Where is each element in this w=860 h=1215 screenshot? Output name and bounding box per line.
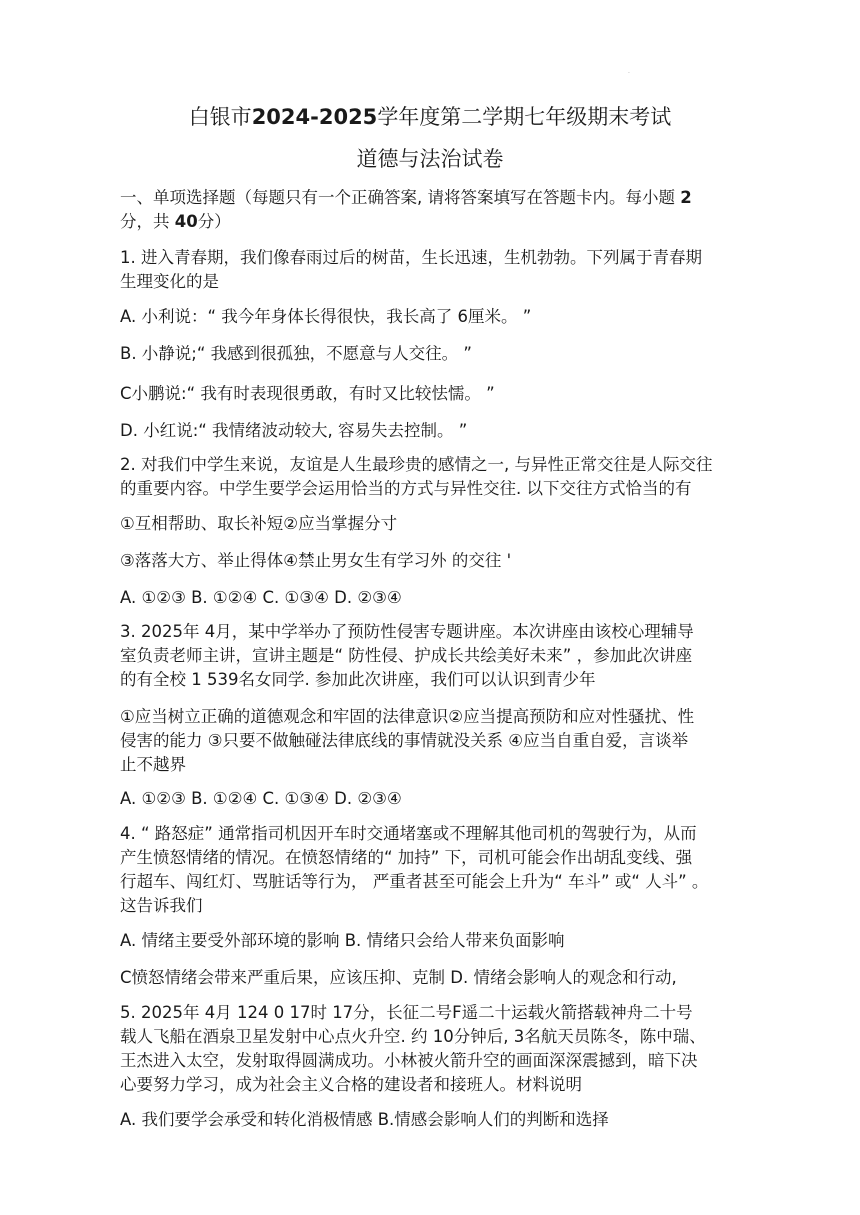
title-year: 2024-2025 — [251, 105, 378, 129]
q4-stem-line3: 行超车、闯红灯、骂脏话等行为， 严重者甚至可能会上升为“ 车斗” 或“ 人斗” 。 — [120, 872, 709, 891]
q4-options-line1: A. 情绪主要受外部环境的影响 B. 情绪只会给人带来负面影响 — [120, 931, 565, 950]
q2-stem-line2: 的重要内容。中学生要学会运用恰当的方式与异性交往. 以下交往方式恰当的有 — [120, 479, 692, 498]
q3-items-line1: ①应当树立正确的道德观念和牢固的法律意识②应当提高预防和应对性骚扰、性 — [120, 707, 695, 726]
q5-stem-line1: 5. 2025年 4月 124 0 17时 17分，长征二号F遥二十运载火箭搭载神舟二十号 — [120, 1003, 693, 1022]
q4-options-line2: C愤怒情绪会带来严重后果，应该压抑、克制 D. 情绪会影响人的观念和行动, — [120, 968, 677, 987]
exam-title — [0, 102, 860, 132]
title-suffix: 学年度第二学期七年级期末考试 — [377, 105, 672, 129]
q3-options: A. ①②③ B. ①②④ C. ①③④ D. ②③④ — [120, 789, 402, 808]
q3-stem-line1: 3. 2025年 4月，某中学举办了预防性侵害专题讲座。本次讲座由该校心理辅导 — [120, 622, 694, 641]
q1-option-d: D. 小红说:“ 我情绪波动较大, 容易失去控制。 ” — [120, 421, 468, 440]
q3-stem-line2: 室负责老师主讲，宣讲主题是“ 防性侵、护成长共绘美好未来” ，参加此次讲座 — [120, 646, 693, 665]
q5-stem-line3: 王杰进入太空，发射取得圆满成功。小林被火箭升空的画面深深震撼到，暗下决 — [120, 1051, 698, 1070]
q3-stem-line3: 的有全校 1 539名女同学. 参加此次讲座，我们可以认识到青少年 — [120, 670, 596, 689]
q1-stem-line1: 1. 进入青春期，我们像春雨过后的树苗，生长迅速，生机勃勃。下列属于青春期 — [120, 248, 702, 267]
q2-items-line1: ①互相帮助、取长补短②应当掌握分寸 — [120, 514, 398, 533]
scan-mark: · — [628, 70, 630, 77]
q1-option-a: A. 小利说：“ 我今年身体长得很快，我长高了 6厘米。 ” — [120, 307, 532, 326]
q5-stem-line2: 载人飞船在酒泉卫星发射中心点火升空. 约 10分钟后, 3名航天员陈冬，陈中瑞、 — [120, 1027, 706, 1046]
q5-stem-line4: 心要努力学习，成为社会主义合格的建设者和接班人。材料说明 — [120, 1075, 582, 1094]
q2-stem-line1: 2. 对我们中学生来说，友谊是人生最珍贵的感情之一, 与异性正常交往是人际交往 — [120, 455, 713, 474]
q1-option-b: B. 小静说;“ 我感到很孤独，不愿意与人交往。 ” — [120, 344, 472, 363]
section-instruction-line1: 一、单项选择题（每题只有一个正确答案, 请将答案填写在答题卡内。每小题 2 — [120, 188, 692, 207]
q2-items-line2: ③落落大方、举止得体④禁止男女生有学习外 的交往 ' — [120, 551, 512, 570]
section-instruction-line2: 分，共 40分） — [120, 212, 231, 231]
q4-stem-line4: 这告诉我们 — [120, 896, 203, 915]
q3-items-line2: 侵害的能力 ③只要不做触碰法律底线的事情就没关系 ④应当自重自爱，言谈举 — [120, 731, 689, 750]
q1-option-c: C小鹏说:“ 我有时表现很勇敢，有时又比较怯懦。 ” — [120, 384, 495, 403]
exam-subtitle: 道德与法治试卷 — [356, 147, 504, 171]
q3-items-line3: 止不越界 — [120, 755, 186, 774]
q4-stem-line1: 4. “ 路怒症” 通常指司机因开车时交通堵塞或不理解其他司机的驾驶行为，从而 — [120, 824, 697, 843]
title-prefix: 白银市 — [188, 105, 252, 129]
q4-stem-line2: 产生愤怒情绪的情况。在愤怒情绪的“ 加持” 下，司机可能会作出胡乱变线、强 — [120, 848, 693, 867]
q5-options-line1: A. 我们要学会承受和转化消极情感 B.情感会影响人们的判断和选择 — [120, 1110, 609, 1129]
q2-options: A. ①②③ B. ①②④ C. ①③④ D. ②③④ — [120, 588, 402, 607]
q1-stem-line2: 生理变化的是 — [120, 272, 219, 291]
